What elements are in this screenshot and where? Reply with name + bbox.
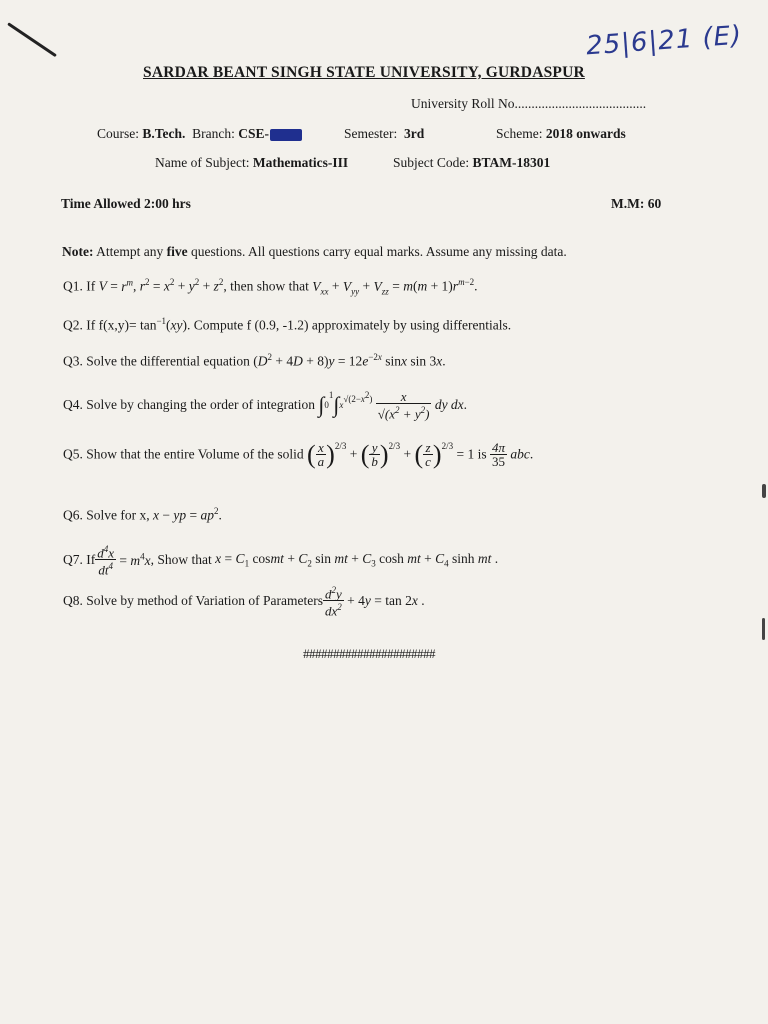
- scheme-label: Scheme:: [496, 126, 543, 141]
- scheme-line: [496, 126, 626, 142]
- pen-stroke-mark: [7, 22, 57, 57]
- handwritten-date: 25|6|21 (E): [585, 20, 744, 62]
- university-title: SARDAR BEANT SINGH STATE UNIVERSITY, GURDASPUR: [143, 64, 585, 81]
- question-2: Q2. If $f(x,y)= \tan^{-1}(xy)$. Compute f (0.9, -1.2) approximately by using differentials.: [63, 316, 512, 333]
- subject-code-label: Subject Code:: [393, 155, 470, 170]
- max-marks: M.M: 60: [611, 196, 662, 211]
- margin-mark: [762, 484, 766, 498]
- semester-label: Semester:: [344, 126, 398, 141]
- course-line: [97, 126, 302, 142]
- margin-mark: [762, 618, 765, 640]
- scheme-value: 2018 onwards: [545, 126, 626, 141]
- course-label: Course:: [97, 126, 139, 141]
- semester-value: 3rd: [404, 126, 425, 141]
- instructions-note: Note: Attempt any five questions. All questions carry equal marks. Assume any missing data.: [62, 244, 567, 259]
- semester-line: [344, 126, 424, 142]
- branch-label: Branch:: [192, 126, 235, 141]
- branch-value: CSE-: [238, 126, 270, 141]
- redaction-mark: [270, 129, 302, 141]
- question-3: Q3. Solve the differential equation $(D^2 + 4D + 8)y = 12e^{-2x}$ sinx sin 3x.: [63, 352, 446, 369]
- question-4: Q4. Solve by changing the order of integration $\int 0^1\int x^{√(2-x^2)}$ $\frac{x}{√(x^2 + y^2)}$ dy dx.: [63, 389, 468, 422]
- subject-label: Name of Subject:: [155, 155, 250, 170]
- question-7: Q7. If $\frac{d^4x}{dt^4}$ = $m^4x$, Show that $x = C_1$ cosmt + $C_2$ sin mt + $C_3$ cosh mt + $C_4$ sinh mt .: [63, 544, 499, 578]
- note-label: Note:: [62, 244, 94, 259]
- course-value: B.Tech.: [142, 126, 186, 141]
- question-1: Q1. If $V = r^m$, $r^2 = x^2 + y^2 + z^2$, then show that $V_{xx} + V_{yy} + V_{zz} = m(m + 1)r^{m-2}$.: [63, 277, 478, 297]
- subject-code-line: [393, 155, 550, 171]
- question-8: Q8. Solve by method of Variation of Parameters $\frac{d^2y}{dx^2}$ + 4y = tan 2x .: [63, 585, 425, 619]
- subject-value: Mathematics-III: [252, 155, 349, 170]
- subject-line: [155, 155, 348, 171]
- roll-number-line: University Roll No.......................................: [411, 96, 647, 111]
- question-6: Q6. Solve for x, x − yp = $ap^2$.: [63, 506, 222, 523]
- end-of-paper-marker: ######################: [303, 646, 435, 661]
- subject-code-value: BTAM-18301: [472, 155, 551, 170]
- question-5: Q5. Show that the entire Volume of the solid ( $\frac{x}{a}$ )$^{2/3}$ + ( $\frac{y}{b}$ )$^{2/3}$ + ( $\frac{z}{c}$ )$^{2/3}$ = 1 is $\frac{4\pi}{35}$ abc.: [63, 439, 534, 469]
- time-allowed: Time Allowed 2:00 hrs: [61, 196, 191, 211]
